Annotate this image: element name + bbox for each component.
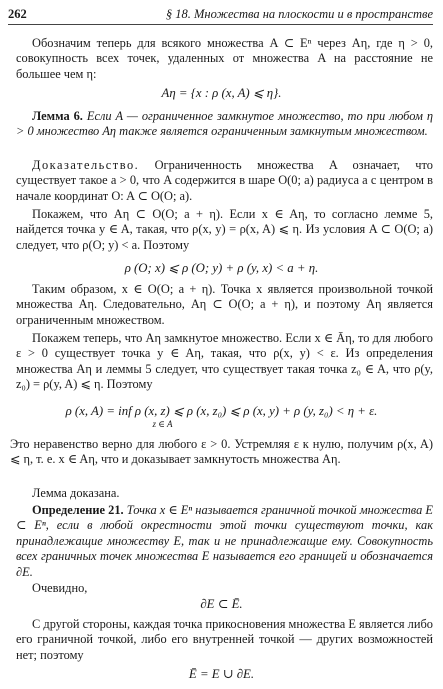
formula-a-eta: Aη = {x : ρ (x, A) ⩽ η}.: [161, 86, 282, 100]
inequality-paragraph: Это неравенство верно для любого ε > 0. Устремляя ε к нулю, получим ρ(x, A) ⩽ η, т. е. x ∈ Aη, что и доказывает замкнутость множества Aη.: [10, 437, 433, 467]
running-header: [8, 4, 433, 25]
closed-paragraph: Покажем теперь, что Aη замкнутое множество. Если x ∈ Āη, то для любого ε > 0 существует точка y ∈ Aη, такая, что ρ(x, y) < ε. Из определения множества Aη и леммы 5 следует, что существует такая точка z₀ ∈ A, что ρ(y, z₀) = ρ(y, A) ⩽ η. Поэтому: [16, 331, 433, 392]
thus-paragraph: Таким образом, x ∈ O(O; a + η). Точка x является произвольной точкой множества Aη. Следовательно, Aη ⊂ O(O; a + η), и поэтому Aη является ограниченным множеством.: [16, 282, 433, 327]
proof-text: Ограниченность множества A означает, что существует такое a > 0, что A содержится в шаре O(0; a) радиуса a с центром в начале координат O: A ⊂ O(O; a).: [16, 158, 433, 203]
formula-triangle: ρ (O; x) ⩽ ρ (O; y) + ρ (y, x) < a + η.: [124, 261, 319, 275]
lemma-6-title: Лемма 6.: [32, 109, 83, 123]
formula-inf-subscript: z ∈ A: [152, 419, 173, 429]
formula-closure: Ē = E ∪ ∂E.: [188, 667, 255, 681]
obviously-text: Очевидно,: [32, 581, 88, 595]
definition-21: [16, 503, 433, 580]
other-side-paragraph: С другой стороны, каждая точка прикосновения множества E является либо его граничной точкой, либо его внутренней точкой — других возможностей нет; поэтому: [16, 617, 433, 662]
formula-boundary: ∂E ⊂ Ē.: [200, 597, 243, 611]
page-number: 262: [8, 7, 27, 21]
intro-paragraph: Обозначим теперь для всякого множества A ⊂ Eⁿ через Aη, где η > 0, совокупность всех точек, удаленных от множества A на расстояние не большее чем η:: [16, 36, 433, 81]
lemma-proved: Лемма доказана.: [32, 486, 120, 500]
formula-inf: [0, 404, 443, 419]
definition-21-title: Определение 21.: [32, 503, 124, 517]
proof-label: Доказательство.: [32, 158, 140, 172]
proof-paragraph: [16, 158, 433, 204]
section-title: § 18. Множества на плоскости и в пространстве: [165, 7, 433, 21]
definition-21-body: Точка x ∈ Eⁿ называется граничной точкой множества E ⊂ Eⁿ, если в любой окрестности этой точки существуют точки, как принадлежащие множеству E, так и не принадлежащие ему. Совокупность всех граничных точек множества E называется его границей и обозначается ∂E.: [16, 503, 433, 579]
formula-inf-main: ρ (x, A) = inf ρ (x, z) ⩽ ρ (x, z₀) ⩽ ρ (x, y) + ρ (y, z₀) < η + ε.: [65, 404, 378, 418]
lemma-6: [16, 109, 433, 140]
show-paragraph: Покажем, что Aη ⊂ O(O; a + η). Если x ∈ Aη, то согласно лемме 5, найдется точка y ∈ A, такая, что ρ(x, y) = ρ(x, A) ⩽ η. Из условия A ⊂ O(O; a) следует, что ρ(O; y) < a. Поэтому: [16, 207, 433, 252]
lemma-6-statement: Если A — ограниченное замкнутое множество, то при любом η > 0 множество Aη также является ограниченным замкнутым множеством.: [16, 109, 433, 139]
